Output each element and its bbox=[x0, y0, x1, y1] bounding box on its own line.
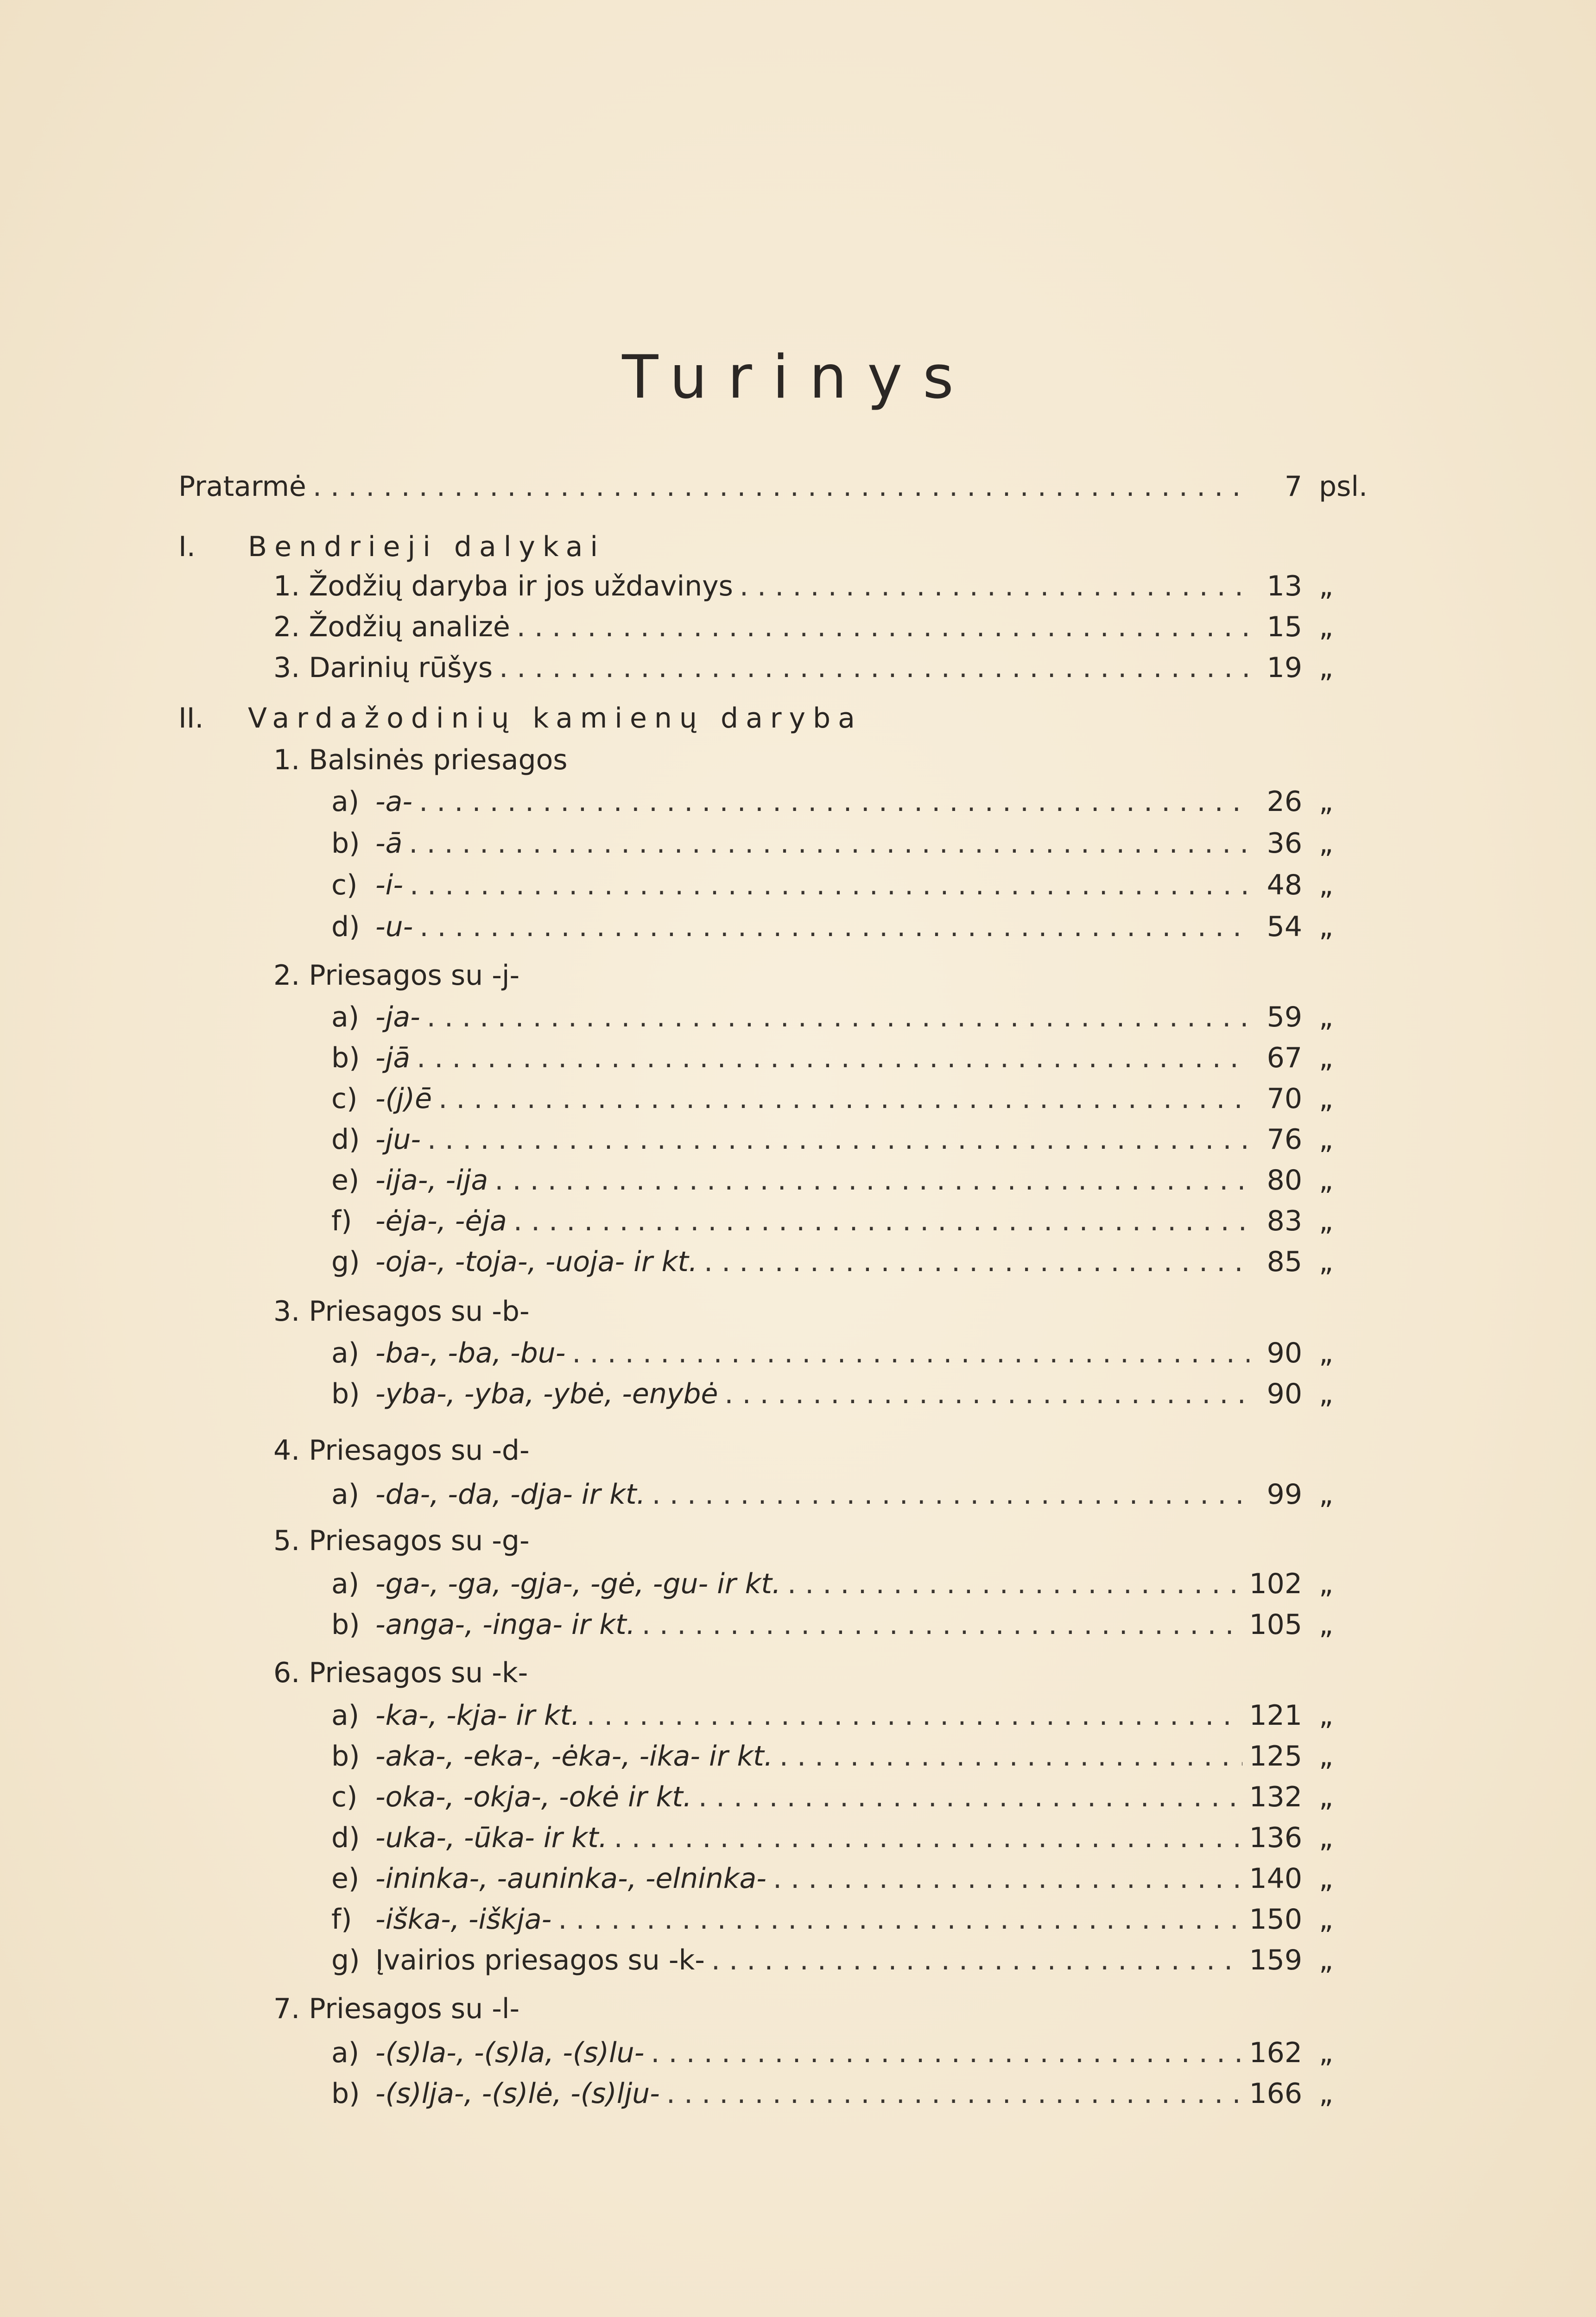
ditto-mark: „ bbox=[1319, 1903, 1334, 1936]
entry-letter: a) bbox=[331, 1568, 360, 1600]
entry-letter: a) bbox=[331, 1699, 360, 1732]
toc-entry bbox=[273, 608, 1372, 646]
page-number: 59 bbox=[1267, 1001, 1302, 1033]
part-title: Vardažodinių kamienų daryba bbox=[248, 702, 862, 734]
toc-entry bbox=[331, 1606, 1372, 1643]
entry-letter: g) bbox=[331, 1944, 360, 1976]
section-heading: 7. Priesagos su -l- bbox=[273, 1993, 520, 2025]
page-number: 105 bbox=[1249, 1608, 1302, 1641]
entry-letter: b) bbox=[331, 1608, 360, 1641]
entry-label: -ja- bbox=[375, 1001, 420, 1033]
entry-label: -da-, -da, -dja- ir kt. bbox=[375, 1478, 646, 1511]
toc-entry bbox=[331, 908, 1372, 945]
ditto-mark: „ bbox=[1319, 1862, 1334, 1895]
page-number: 99 bbox=[1267, 1478, 1302, 1511]
ditto-mark: „ bbox=[1319, 785, 1334, 818]
ditto-mark: „ bbox=[1319, 1083, 1334, 1115]
ditto-mark: „ bbox=[1319, 2037, 1334, 2069]
entry-label: -jā bbox=[375, 1042, 411, 1074]
page-number: 121 bbox=[1249, 1699, 1302, 1732]
toc-entry bbox=[331, 825, 1372, 862]
page-unit: psl. bbox=[1319, 470, 1368, 503]
entry-label: -oja-, -toja-, -uoja- ir kt. bbox=[375, 1246, 698, 1278]
section-heading: 5. Priesagos su -g- bbox=[273, 1525, 530, 1557]
entry-label: 1. Žodžių daryba ir jos uždavinys bbox=[273, 570, 733, 602]
dot-leader bbox=[438, 1080, 1249, 1117]
ditto-mark: „ bbox=[1319, 1781, 1334, 1813]
dot-leader bbox=[513, 1203, 1249, 1240]
entry-label: -ininka-, -auninka-, -elninka- bbox=[375, 1862, 766, 1895]
page-number: 36 bbox=[1267, 827, 1302, 860]
part-heading bbox=[178, 528, 605, 565]
entry-letter: c) bbox=[331, 1083, 358, 1115]
entry-label: -i- bbox=[375, 869, 403, 901]
page-number: 140 bbox=[1249, 1862, 1302, 1895]
entry-letter: b) bbox=[331, 2077, 360, 2110]
section-heading: 1. Balsinės priesagos bbox=[273, 744, 568, 776]
entry-letter: a) bbox=[331, 1478, 360, 1511]
toc-entry bbox=[331, 999, 1372, 1036]
page-number: 26 bbox=[1267, 785, 1302, 818]
page-number: 136 bbox=[1249, 1822, 1302, 1854]
dot-leader bbox=[698, 1779, 1243, 1816]
dot-leader bbox=[704, 1243, 1249, 1280]
toc-entry bbox=[331, 1779, 1372, 1816]
entry-label: -u- bbox=[375, 911, 413, 943]
dot-leader bbox=[779, 1738, 1243, 1775]
page-title: Turinys bbox=[622, 343, 974, 412]
entry-label: -ka-, -kja- ir kt. bbox=[375, 1699, 580, 1732]
page-number: 90 bbox=[1267, 1337, 1302, 1369]
part-title: Bendrieji dalykai bbox=[248, 531, 606, 563]
dot-leader bbox=[642, 1606, 1243, 1643]
ditto-mark: „ bbox=[1319, 911, 1334, 943]
entry-letter: a) bbox=[331, 2037, 360, 2069]
ditto-mark: „ bbox=[1319, 1699, 1334, 1732]
entry-letter: g) bbox=[331, 1246, 360, 1278]
toc-entry bbox=[331, 1819, 1372, 1856]
entry-label: -oka-, -okja-, -okė ir kt. bbox=[375, 1781, 692, 1813]
entry-label: -ga-, -ga, -gja-, -gė, -gu- ir kt. bbox=[375, 1568, 781, 1600]
entry-letter: d) bbox=[331, 911, 360, 943]
section-heading: 4. Priesagos su -d- bbox=[273, 1434, 530, 1467]
toc-entry bbox=[331, 1121, 1372, 1158]
ditto-mark: „ bbox=[1319, 1246, 1334, 1278]
entry-letter: e) bbox=[331, 1164, 360, 1196]
section-heading: 3. Priesagos su -b- bbox=[273, 1295, 530, 1328]
entry-label: -ija-, -ija bbox=[375, 1164, 488, 1196]
part-number: II. bbox=[178, 702, 204, 734]
toc-entry bbox=[331, 2075, 1372, 2112]
page-number: 54 bbox=[1267, 911, 1302, 943]
toc-entry bbox=[331, 1203, 1372, 1240]
dot-leader bbox=[652, 1476, 1249, 1513]
toc-entry bbox=[331, 783, 1372, 820]
toc-entry bbox=[331, 1162, 1372, 1199]
toc-entry bbox=[331, 1335, 1372, 1372]
page-number: 125 bbox=[1249, 1740, 1302, 1773]
toc-entry bbox=[331, 1375, 1372, 1412]
toc-entry bbox=[331, 1080, 1372, 1117]
dot-leader bbox=[417, 1039, 1249, 1076]
ditto-mark: „ bbox=[1319, 570, 1334, 602]
entry-letter: d) bbox=[331, 1822, 360, 1854]
dot-leader bbox=[494, 1162, 1249, 1199]
entry-letter: f) bbox=[331, 1205, 352, 1237]
dot-leader bbox=[499, 649, 1249, 686]
toc-entry bbox=[331, 1243, 1372, 1280]
ditto-mark: „ bbox=[1319, 2077, 1334, 2110]
entry-label: 3. Darinių rūšys bbox=[273, 652, 493, 684]
ditto-mark: „ bbox=[1319, 1478, 1334, 1511]
page-number: 80 bbox=[1267, 1164, 1302, 1196]
entry-label: -a- bbox=[375, 785, 413, 818]
dot-leader bbox=[419, 908, 1249, 945]
entry-letter: e) bbox=[331, 1862, 360, 1895]
ditto-mark: „ bbox=[1319, 869, 1334, 901]
entry-label: -iška-, -iškja- bbox=[375, 1903, 552, 1936]
page-number: 132 bbox=[1249, 1781, 1302, 1813]
dot-leader bbox=[666, 2075, 1243, 2112]
entry-letter: f) bbox=[331, 1903, 352, 1936]
page-number: 159 bbox=[1249, 1944, 1302, 1976]
entry-label: 2. Žodžių analizė bbox=[273, 611, 510, 643]
ditto-mark: „ bbox=[1319, 1205, 1334, 1237]
entry-label: -anga-, -inga- ir kt. bbox=[375, 1608, 635, 1641]
page-number: 162 bbox=[1249, 2037, 1302, 2069]
page-number: 13 bbox=[1267, 570, 1302, 602]
ditto-mark: „ bbox=[1319, 827, 1334, 860]
ditto-mark: „ bbox=[1319, 1001, 1334, 1033]
dot-leader bbox=[313, 468, 1249, 505]
toc-entry-preface bbox=[178, 468, 1372, 505]
page-number: 48 bbox=[1267, 869, 1302, 901]
dot-leader bbox=[572, 1335, 1249, 1372]
toc-entry bbox=[273, 568, 1372, 605]
dot-leader bbox=[787, 1565, 1243, 1602]
entry-label: -yba-, -yba, -ybė, -enybė bbox=[375, 1378, 718, 1410]
ditto-mark: „ bbox=[1319, 1822, 1334, 1854]
dot-leader bbox=[740, 568, 1249, 605]
dot-leader bbox=[419, 783, 1249, 820]
entry-label: -ėja-, -ėja bbox=[375, 1205, 507, 1237]
dot-leader bbox=[651, 2034, 1242, 2071]
page-number: 7 bbox=[1284, 470, 1302, 503]
entry-label: -ā bbox=[375, 827, 403, 860]
entry-letter: a) bbox=[331, 1337, 360, 1369]
page-number: 90 bbox=[1267, 1378, 1302, 1410]
ditto-mark: „ bbox=[1319, 652, 1334, 684]
entry-label: -ju- bbox=[375, 1123, 421, 1156]
entry-letter: d) bbox=[331, 1123, 360, 1156]
ditto-mark: „ bbox=[1319, 1123, 1334, 1156]
page-number: 70 bbox=[1267, 1083, 1302, 1115]
entry-letter: b) bbox=[331, 1740, 360, 1773]
page-number: 85 bbox=[1267, 1246, 1302, 1278]
ditto-mark: „ bbox=[1319, 1337, 1334, 1369]
entry-letter: a) bbox=[331, 1001, 360, 1033]
entry-label: -(s)lja-, -(s)lė, -(s)lju- bbox=[375, 2077, 660, 2110]
part-heading bbox=[178, 700, 862, 737]
toc-entry bbox=[331, 1942, 1372, 1979]
dot-leader bbox=[558, 1901, 1242, 1938]
entry-label: -uka-, -ūka- ir kt. bbox=[375, 1822, 608, 1854]
dot-leader bbox=[427, 1121, 1249, 1158]
page-number: 150 bbox=[1249, 1903, 1302, 1936]
page-number: 83 bbox=[1267, 1205, 1302, 1237]
page-number: 102 bbox=[1249, 1568, 1302, 1600]
ditto-mark: „ bbox=[1319, 1944, 1334, 1976]
dot-leader bbox=[614, 1819, 1243, 1856]
part-number: I. bbox=[178, 531, 196, 563]
entry-label: Pratarmė bbox=[178, 470, 306, 503]
toc-entry bbox=[331, 1039, 1372, 1076]
page-number: 15 bbox=[1267, 611, 1302, 643]
ditto-mark: „ bbox=[1319, 1042, 1334, 1074]
toc-entry bbox=[331, 2034, 1372, 2071]
page-number: 67 bbox=[1267, 1042, 1302, 1074]
dot-leader bbox=[724, 1375, 1249, 1412]
entry-label: -aka-, -eka-, -ėka-, -ika- ir kt. bbox=[375, 1740, 773, 1773]
entry-letter: b) bbox=[331, 1378, 360, 1410]
toc-entry bbox=[331, 867, 1372, 904]
entry-label: -(j)ē bbox=[375, 1083, 432, 1115]
toc-entry bbox=[331, 1476, 1372, 1513]
ditto-mark: „ bbox=[1319, 611, 1334, 643]
ditto-mark: „ bbox=[1319, 1378, 1334, 1410]
dot-leader bbox=[773, 1860, 1243, 1897]
dot-leader bbox=[409, 825, 1249, 862]
dot-leader bbox=[427, 999, 1249, 1036]
page-number: 76 bbox=[1267, 1123, 1302, 1156]
ditto-mark: „ bbox=[1319, 1164, 1334, 1196]
dot-leader bbox=[586, 1697, 1242, 1734]
toc-entry bbox=[331, 1901, 1372, 1938]
page-number: 19 bbox=[1267, 652, 1302, 684]
page-number: 166 bbox=[1249, 2077, 1302, 2110]
toc-entry bbox=[331, 1697, 1372, 1734]
entry-letter: b) bbox=[331, 1042, 360, 1074]
entry-label: -ba-, -ba, -bu- bbox=[375, 1337, 566, 1369]
entry-letter: b) bbox=[331, 827, 360, 860]
entry-letter: c) bbox=[331, 869, 358, 901]
entry-label: Įvairios priesagos su -k- bbox=[375, 1944, 705, 1976]
section-heading: 2. Priesagos su -j- bbox=[273, 959, 520, 992]
toc-entry bbox=[331, 1860, 1372, 1897]
ditto-mark: „ bbox=[1319, 1740, 1334, 1773]
toc-entry bbox=[273, 649, 1372, 686]
toc-entry bbox=[331, 1738, 1372, 1775]
entry-letter: a) bbox=[331, 785, 360, 818]
entry-letter: c) bbox=[331, 1781, 358, 1813]
dot-leader bbox=[517, 608, 1249, 646]
ditto-mark: „ bbox=[1319, 1608, 1334, 1641]
toc-entry bbox=[331, 1565, 1372, 1602]
section-heading: 6. Priesagos su -k- bbox=[273, 1657, 528, 1689]
ditto-mark: „ bbox=[1319, 1568, 1334, 1600]
dot-leader bbox=[711, 1942, 1243, 1979]
dot-leader bbox=[410, 867, 1249, 904]
entry-label: -(s)la-, -(s)la, -(s)lu- bbox=[375, 2037, 645, 2069]
